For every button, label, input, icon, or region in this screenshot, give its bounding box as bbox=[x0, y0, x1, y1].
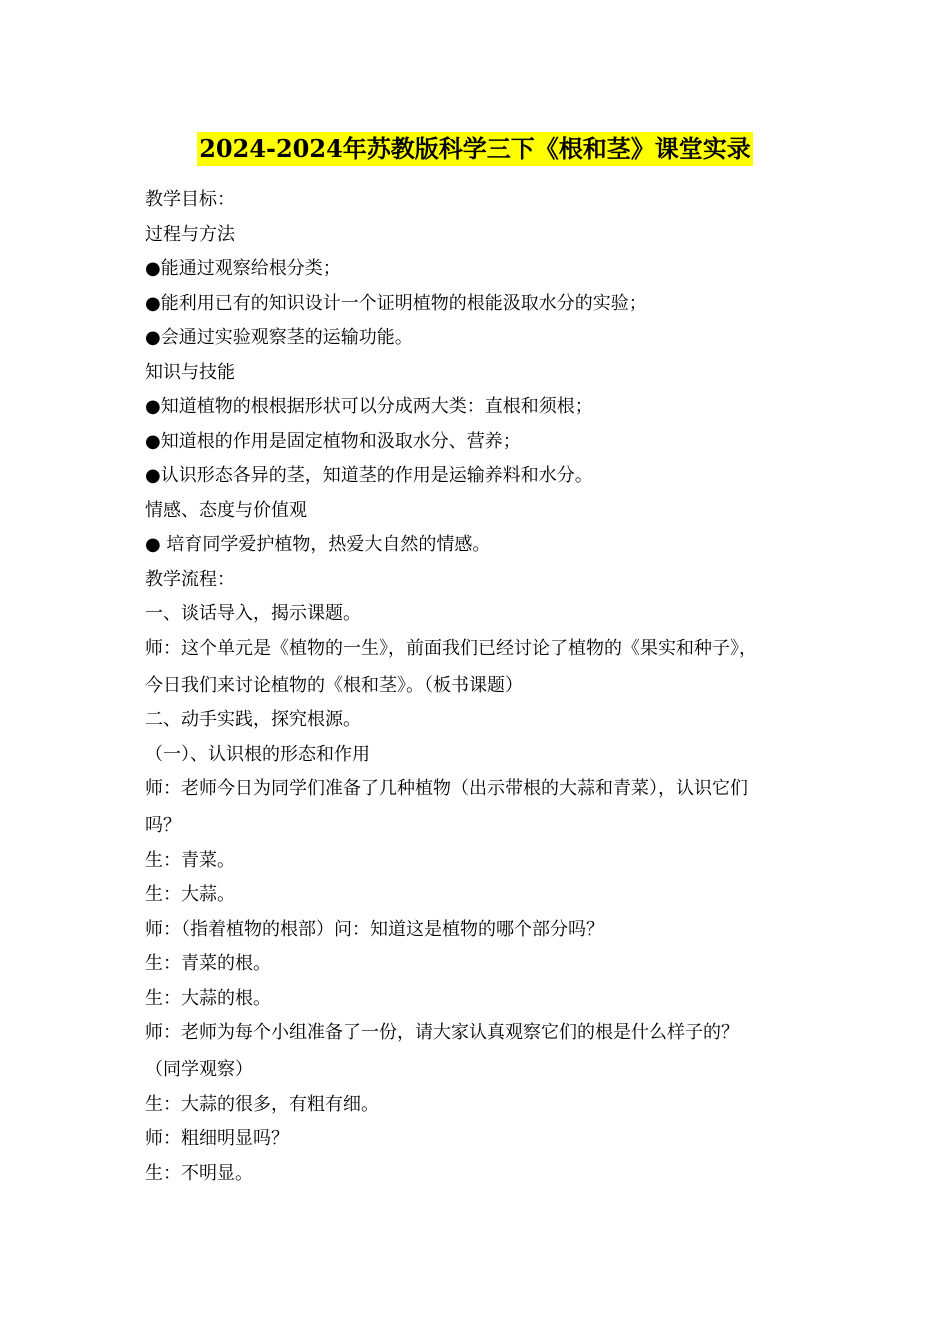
document-title: 2024-2024年苏教版科学三下《根和茎》课堂实录 bbox=[197, 132, 753, 166]
subheading-process-method: 过程与方法 bbox=[145, 223, 235, 245]
dialogue-line: （同学观察） bbox=[145, 1059, 253, 1080]
dialogue-line: 生：不明显。 bbox=[145, 1162, 253, 1184]
dialogue-line: 师：老师今日为同学们准备了几种植物（出示带根的大蒜和青菜），认识它们 bbox=[145, 778, 748, 799]
dialogue-line: 师：这个单元是《植物的一生》，前面我们已经讨论了植物的《果实和种子》， bbox=[145, 637, 757, 659]
subheading-knowledge-skills: 知识与技能 bbox=[145, 361, 235, 383]
dialogue-line: 生：青菜。 bbox=[145, 849, 235, 871]
subheading-emotion-values: 情感、态度与价值观 bbox=[145, 499, 307, 521]
bullet-item: ●知道植物的根根据形状可以分成两大类：直根和须根； bbox=[145, 396, 593, 417]
bullet-item: ●能利用已有的知识设计一个证明植物的根能汲取水分的实验； bbox=[145, 292, 647, 314]
title-container bbox=[0, 132, 950, 166]
bullet-item: ● 培育同学爱护植物，热爱大自然的情感。 bbox=[145, 534, 491, 555]
bullet-item: ●知道根的作用是固定植物和汲取水分、营养； bbox=[145, 430, 521, 452]
dialogue-line: 生：大蒜的很多，有粗有细。 bbox=[145, 1093, 379, 1115]
dialogue-line: 师：粗细明显吗？ bbox=[145, 1128, 289, 1149]
section-heading-process: 教学流程： bbox=[145, 568, 235, 590]
bullet-item: ●认识形态各异的茎，知道茎的作用是运输养料和水分。 bbox=[145, 465, 593, 486]
bullet-item: ●能通过观察给根分类； bbox=[145, 258, 341, 279]
sub-step-heading: （一）、认识根的形态和作用 bbox=[145, 743, 370, 765]
section-heading-objectives: 教学目标： bbox=[145, 189, 235, 210]
dialogue-line: 生：大蒜。 bbox=[145, 884, 235, 905]
dialogue-line: 生：青菜的根。 bbox=[145, 953, 271, 974]
bullet-item: ●会通过实验观察茎的运输功能。 bbox=[145, 327, 413, 348]
dialogue-line: 吗？ bbox=[145, 815, 181, 836]
dialogue-line: 师：老师为每个小组准备了一份，请大家认真观察它们的根是什么样子的？ bbox=[145, 1022, 739, 1043]
step-heading: 一、谈话导入，揭示课题。 bbox=[145, 603, 361, 624]
dialogue-line: 生：大蒜的根。 bbox=[145, 987, 271, 1009]
dialogue-line: 今日我们来讨论植物的《根和茎》。（板书课题） bbox=[145, 674, 523, 696]
dialogue-line: 师：（指着植物的根部）问：知道这是植物的哪个部分吗？ bbox=[145, 918, 604, 940]
document-body bbox=[145, 183, 825, 1191]
step-heading: 二、动手实践，探究根源。 bbox=[145, 709, 361, 730]
